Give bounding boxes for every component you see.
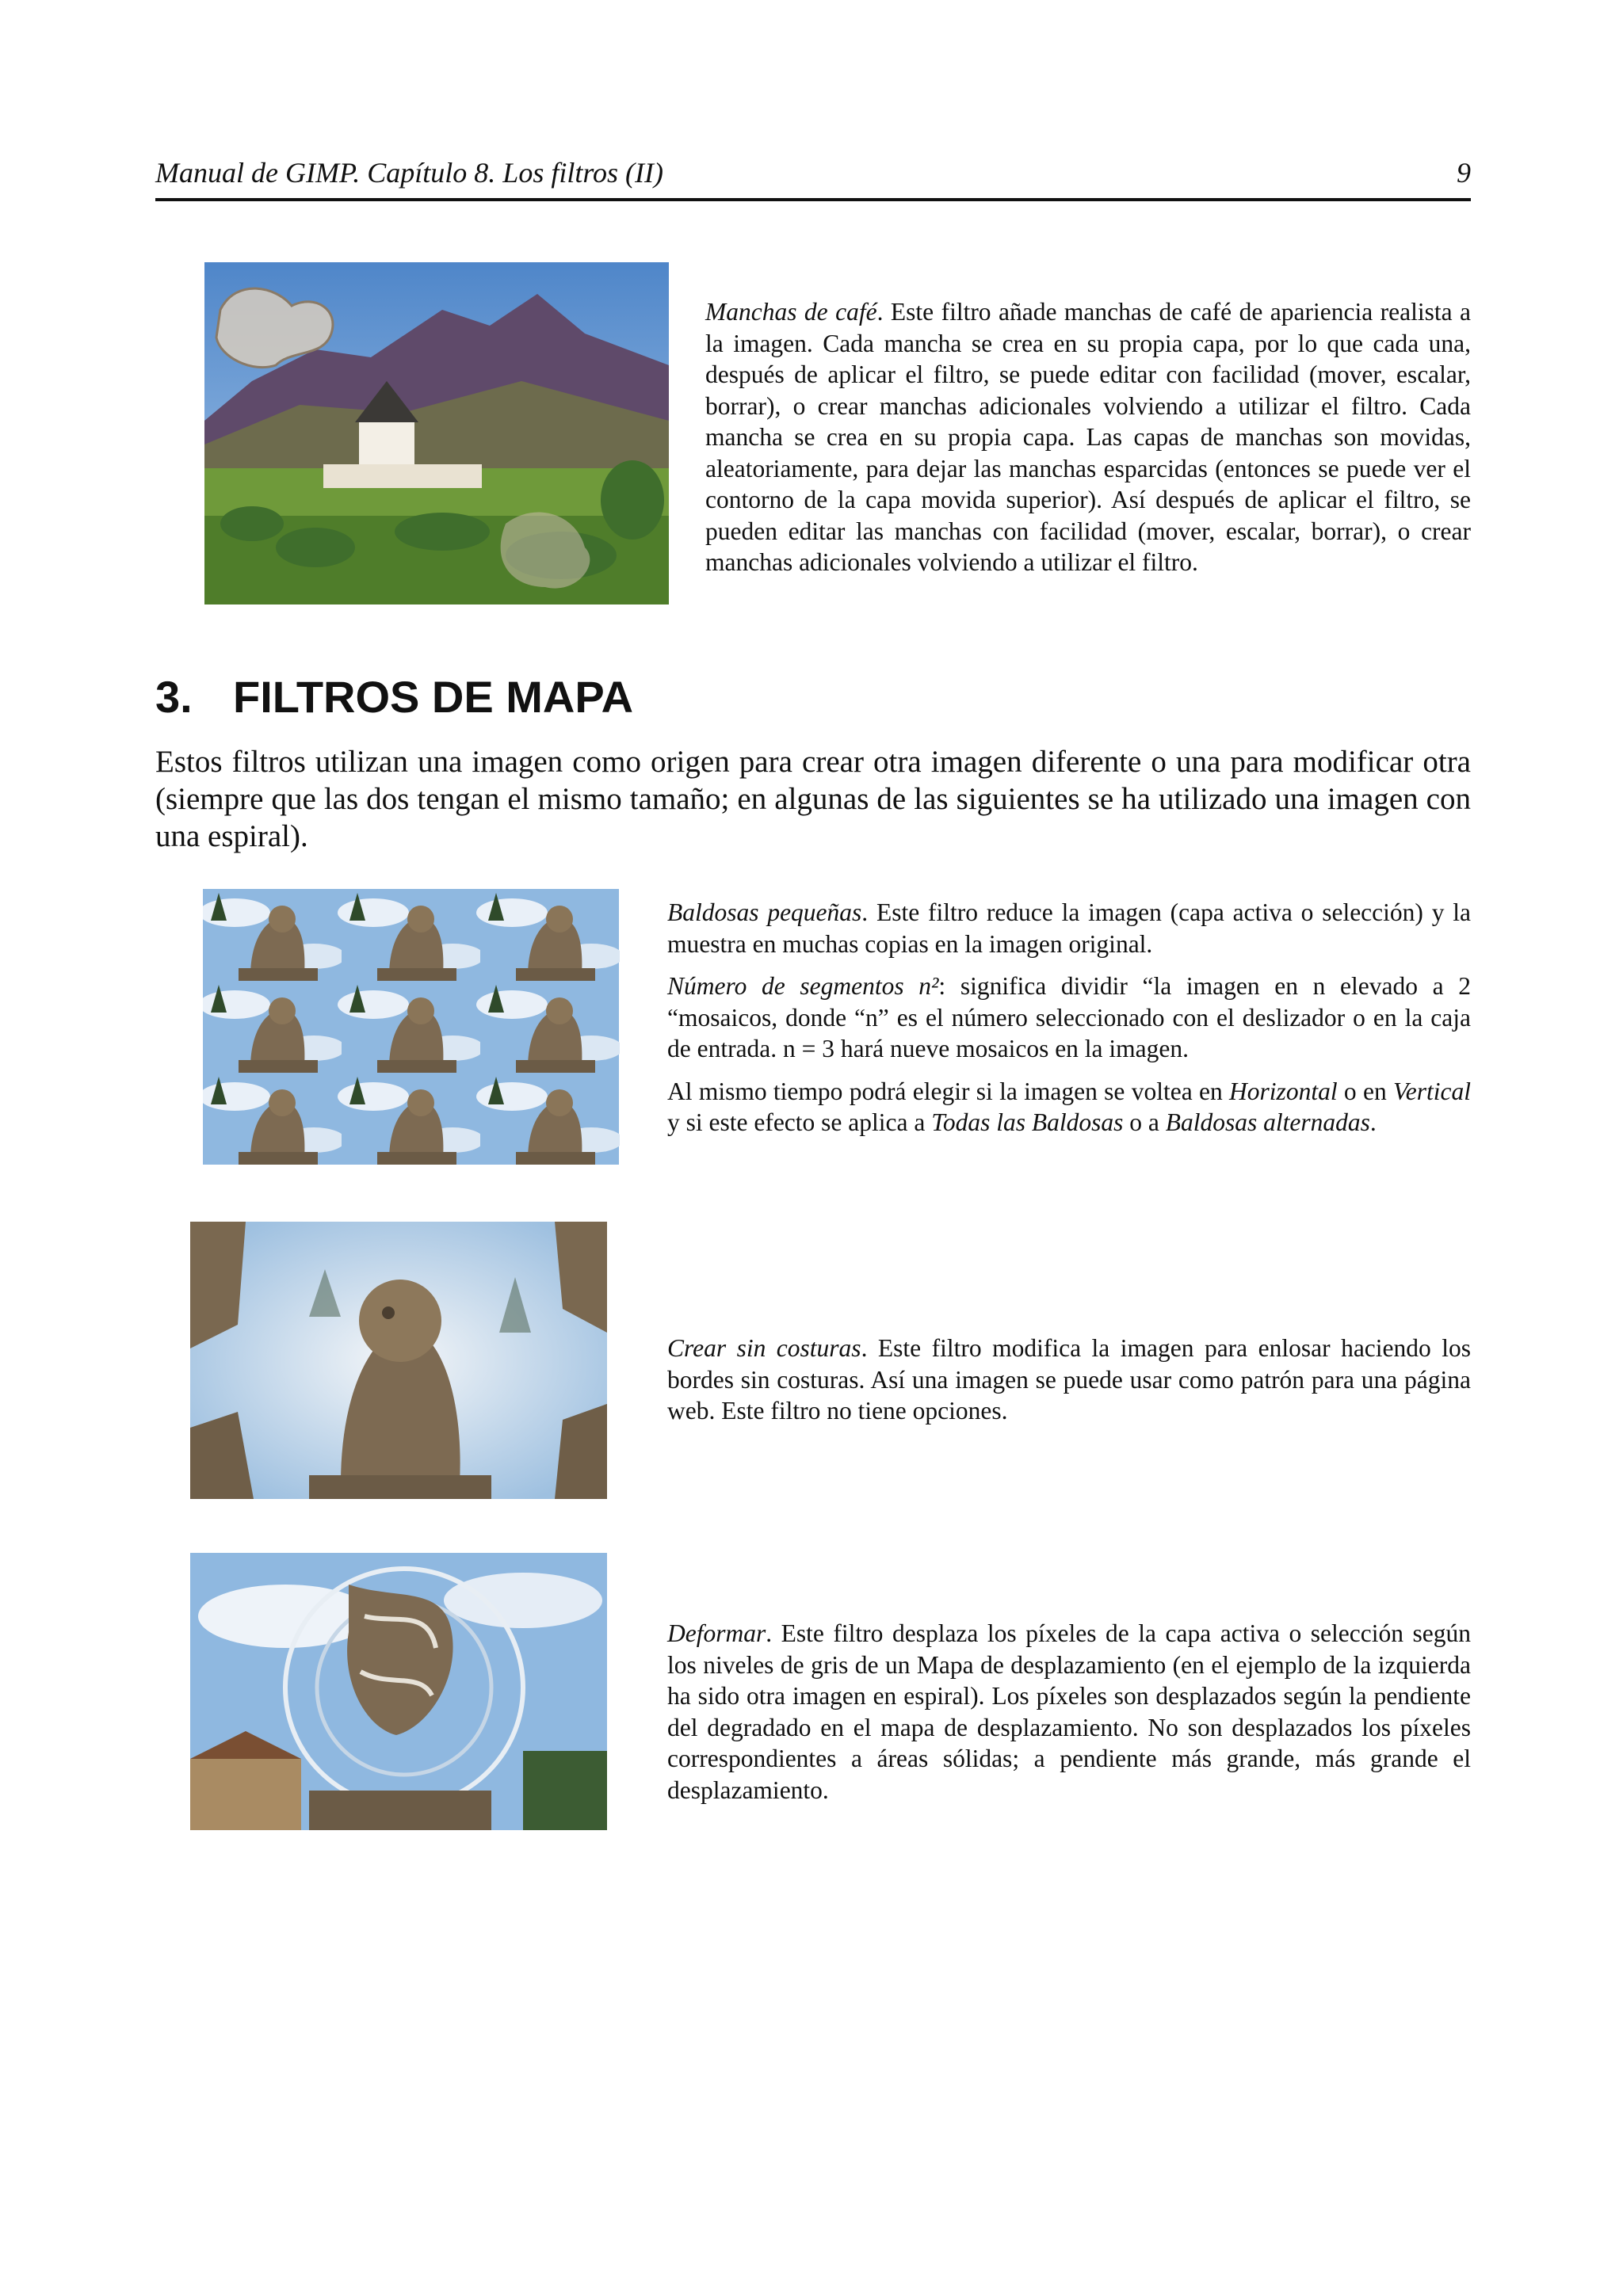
deformar-description	[667, 1618, 1471, 1806]
deformar-text: . Este filtro desplaza los píxeles de la capa activa o selección según los niveles de gris de un Mapa de desplazamiento (en el ejemplo de la izquierda ha sido otra imagen en espiral). Los píxeles son desplazados según la pendiente del degradado en el mapa de desplazamiento. No son desplazados los píxeles correspondientes a áreas sólidas; a pendiente más grande, más grande el desplazamiento.	[667, 1619, 1471, 1804]
flip-text-d: o a	[1123, 1108, 1166, 1136]
alternadas-term: Baldosas alternadas	[1165, 1108, 1370, 1136]
costuras-text: . Este filtro modifica la imagen para enlosar haciendo los bordes sin costuras. Así una imagen se puede usar como patrón para una página web. Este filtro no tiene opciones.	[667, 1334, 1472, 1425]
flip-text-b: o en	[1337, 1077, 1394, 1105]
section-title: FILTROS DE MAPA	[233, 672, 634, 722]
costuras-term: Crear sin costuras	[667, 1334, 861, 1362]
cafe-term: Manchas de café	[705, 298, 877, 326]
page-number: 9	[1457, 157, 1471, 189]
section-number: 3.	[155, 672, 193, 722]
deformar-term: Deformar	[667, 1619, 766, 1647]
costuras-description	[667, 1333, 1471, 1427]
vertical-term: Vertical	[1393, 1077, 1471, 1105]
segmentos-text: : significa dividir “la imagen en n elevado a 2 “mosaicos, donde “n” es el número seleccionado con el deslizador o en la caja de entrada. n = 3 hará nueve mosaicos en la imagen.	[667, 972, 1471, 1062]
flip-text-e: .	[1369, 1108, 1377, 1136]
section-intro: Estos filtros utilizan una imagen como origen para crear otra imagen diferente o una para modificar otra (siempre que las dos tengan el mismo tamaño; en algunas de las siguientes se ha utilizado una imagen con una espiral).	[155, 745, 1471, 853]
baldosas-description	[667, 897, 1471, 1138]
baldosas-term: Baldosas pequeñas	[667, 898, 862, 926]
cafe-description	[705, 296, 1471, 578]
tiled-lion-photo	[203, 889, 620, 1166]
seamless-lion-photo	[190, 1222, 607, 1499]
page-header	[155, 155, 1471, 201]
baldosas-text: . Este filtro reduce la imagen (capa activa o selección) y la muestra en muchas copias en la imagen original.	[667, 898, 1471, 958]
flip-text-c: y si este efecto se aplica a	[667, 1108, 932, 1136]
todas-term: Todas las Baldosas	[931, 1108, 1124, 1136]
flip-text-a: Al mismo tiempo podrá elegir si la imagen se voltea en	[667, 1077, 1230, 1105]
horizontal-term: Horizontal	[1229, 1077, 1338, 1105]
windmill-photo	[204, 262, 669, 605]
deformed-lion-photo	[190, 1553, 607, 1830]
segmentos-term: Número de segmentos n²	[667, 972, 939, 1000]
section-heading	[155, 672, 633, 723]
header-title: Manual de GIMP. Capítulo 8. Los filtros (II)	[155, 157, 663, 189]
cafe-text: . Este filtro añade manchas de café de apariencia realista a la imagen. Cada mancha se crea en su propia capa, por lo que cada una, después de aplicar el filtro, se puede editar con facilidad (mover, escalar, borrar), o crear manchas adicionales volviendo a utilizar el filtro. Cada mancha se crea en su propia capa. Las capas de manchas son movidas, aleatoriamente, para dejar las manchas esparcidas (entonces se puede ver el contorno de la capa movida superior). Así después de aplicar el filtro, se pueden editar las manchas con facilidad (mover, escalar, borrar), o crear manchas adicionales volviendo a utilizar el filtro.	[705, 298, 1471, 576]
